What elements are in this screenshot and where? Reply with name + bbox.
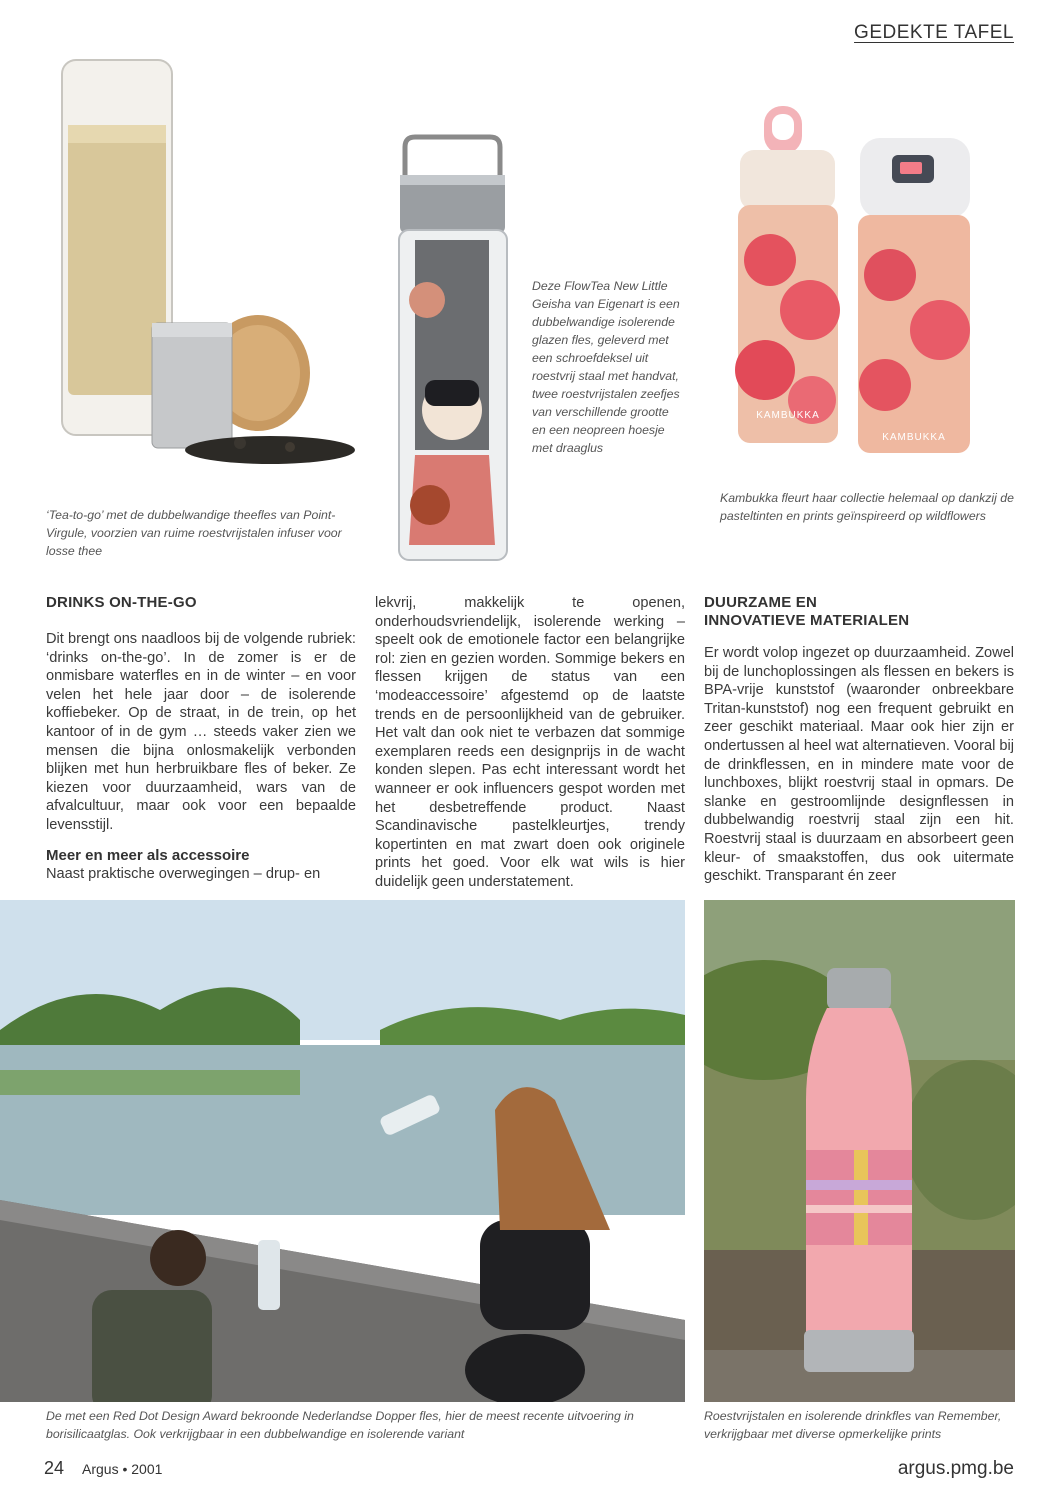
paragraph-drinks-intro: Dit brengt ons naadloos bij de volgende rubriek: ‘drinks on-the-go’. In de zomer is er de onmisbare waterfles en in de winter – en voor velen het hele jaar door – de isolerende koffiebeker. Op de straat, in de trein, op het kantoor of in de gym … steeds vaker zien we mensen die bijna onlosmakelijk verbonden blijken met hun herbruikbare fles of beker. Ze kiezen voor duurzaamheid, wars van de afvalcultuur, maar ook voor een bepaalde levensstijl. [46,631,356,833]
caption-kambukka: Kambukka fleurt haar collectie helemaal op dankzij de pasteltinten en prints geïnspireerd op wildflowers [720,491,1014,523]
caption-tea-to-go: ‘Tea-to-go’ met de dubbelwandige theefles van Point-Virgule, voorzien van ruime roestvrijstalen infuser voor losse thee [46,508,342,558]
kambukka-logo-left: KAMBUKKA [756,410,820,421]
heading-line-1: DUURZAME EN [704,594,818,611]
photo-remember-bottle [704,900,1015,1402]
heading-line-2: INNOVATIEVE MATERIALEN [704,612,910,629]
website-url[interactable]: argus.pmg.be [897,1458,1014,1479]
article-column-1 [46,594,356,883]
paragraph-accessoire-start: Naast praktische overwegingen – drup- en [46,865,321,882]
photo-kambukka [730,100,975,470]
caption-remember: Roestvrijstalen en isolerende drinkfles van Remember, verkrijgbaar met diverse opmerkelijke prints [704,1409,1002,1441]
page-number: 24 [44,1458,65,1478]
publication-name: Argus • 2001 [82,1461,163,1477]
photo-flowtea [385,125,520,570]
caption-flowtea: Deze FlowTea New Little Geisha van Eigenart is een dubbelwandige isolerende glazen fles, geleverd met een schroefdeksel uit roestvrij staal met handvat, twee roestvrijstalen zeefjes van verschillende grootte en een neopreen hoesje met draaglus [532,279,680,455]
section-label: GEDEKTE TAFEL [854,22,1014,43]
paragraph-accessoire-continued: lekvrij, makkelijk te openen, onderhoudsvriendelijk, isolerende werking – speelt ook de emotionele factor een belangrijke rol: zien en gezien worden. Sommige bekers en flessen krijgen de status van een ‘modeaccessoire’ afgestemd op de laatste trends en de persoonlijkheid van de gebruiker. Het valt dan ook niet te verbazen dat sommige exemplaren reeds een designprijs in de wacht konden slepen. Pas echt interessant wordt het wanneer er ook influencers gespot worden met het desbetreffende product. Naast Scandinavische pastelkleurtjes, trendy kopertinten en mat zwart doen ook originele prints het goed. Voor elk wat wils is hier duidelijk geen understatement. [375,595,685,890]
article-column-2 [375,594,685,892]
paragraph-duurzaamheid: Er wordt volop ingezet op duurzaamheid. Zowel bij de lunchoplossingen als flessen en bekers is BPA-vrije kunststof (waaronder onbreekbare Tritan-kunststof) nog een frequent gebruikt en zeer geschikt materiaal. Maar ook hier zijn er ondertussen al heel wat alternatieven. Vooral bij de drinkflessen, en in mindere mate voor de lunchboxes, blijkt roestvrij staal in opmars. De slanke en gestroomlijnde designflessen in dubbelwandig roestvrij staal zijn een hit. Roestvrij staal is duurzaam en absorbeert geen kleur- of smaakstoffen, dus ook uitermate geschikt. Transparant én zeer [704,645,1014,885]
caption-dopper: De met een Red Dot Design Award bekroonde Nederlandse Dopper fles, hier de meest recente uitvoering in borisilicaatglas. Ook verkrijgbaar in een dubbelwandige en isolerende variant [46,1409,634,1441]
photo-dopper-lake [0,900,685,1402]
kambukka-logo-right: KAMBUKKA [882,432,946,443]
photo-tea-to-go [40,55,360,475]
subheading-accessoire: Meer en meer als accessoire [46,846,250,864]
heading-drinks-on-the-go: DRINKS ON-THE-GO [46,594,197,611]
heading-duurzame-materialen [704,594,1014,630]
article-column-3 [704,594,1014,886]
